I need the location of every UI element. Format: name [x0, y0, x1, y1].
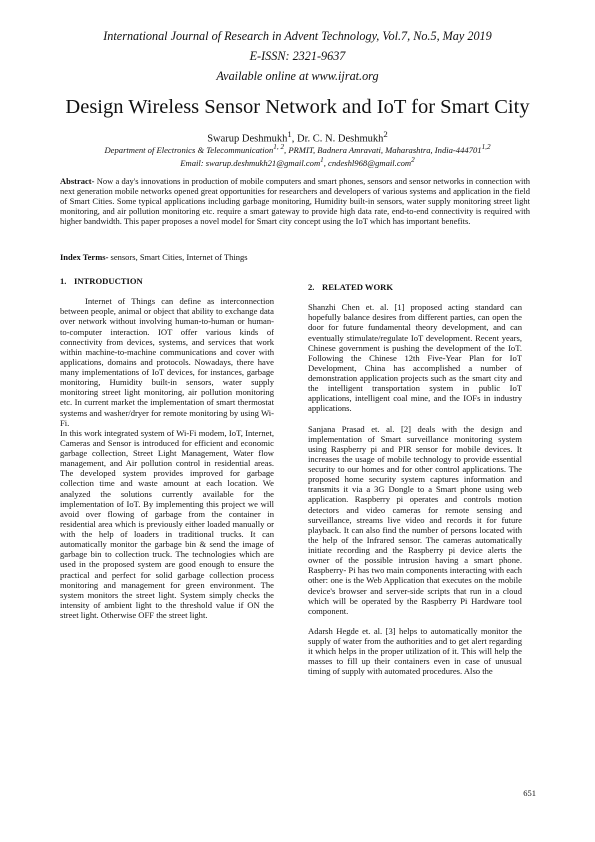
section-number: 1. [60, 276, 67, 286]
journal-header-line1: International Journal of Research in Advent Technology, Vol.7, No.5, May 2019 [103, 29, 492, 43]
abstract-label: Abstract- [60, 176, 95, 186]
email-2: , cndeshl968@gmail.com [323, 157, 412, 168]
affiliation-dept: Department of Electronics & Telecommunication [104, 144, 274, 155]
related-paragraph-2: Sanjana Prasad et. al. [2] deals with the design and implementation of Smart surveillance monitoring system using Raspberry pi and PIR sensor for mobile devices. It increases the usage of mobile technology to provide essential security to our homes and for other control applications. The proposed home security system captures information and transmits it via a 3G Dongle to a Smart phone using web application. Raspberry pi operates and controls motion detectors and video cameras for remote sensing and surveillance, streams live video and records it for future playback. It can also find the number of persons located with the help of the Infrared sensor. The cameras automatically initiate recording and the Raspberry pi device alerts the owner of the possible intrusion having a smart phone. Raspberry- Pi has two main components interacting with each other: one is the Web Application that executes on the mobile device's browser and server-side scripts that run in a cloud which will be operated by the Raspberry Pi Hardware tool component. [308, 423, 522, 616]
related-paragraph-3: Adarsh Hegde et. al. [3] helps to automatically monitor the supply of water from the authorities and to get alert regarding it which helps in the proper utilization of it. This will help the masses to fill up their containers even in case of unusual timing of supply with automated procedures. Also the [308, 625, 522, 677]
intro-paragraph-2: In this work integrated system of Wi-Fi modem, IoT, Internet, Cameras and Sensor is introduced for efficient and economic garbage collection, Street Light Management, Water flow management, and Air pollution control in residential areas. The developed system provides improved for garbage collection time and waste amount at each location. We analyzed the solutions currently available for the implementation of IoT. By implementing this project we will avoid over flowing of garbage from the container in residential area which is previously either loaded manually or with the help of loaders in traditional trucks. It can automatically monitor the garbage bin & send the image of garbage bin to collection truck. The technologies which are used in the proposed system are good enough to ensure the practical and perfect for solid garbage collection process monitoring and management for green environment. The system monitors the street light. System simply checks the intensity of ambient light to the threshold value if ON the street light. Otherwise OFF the street light. [60, 427, 274, 620]
author-1-sup: 1 [287, 129, 292, 139]
section-heading-related-work [308, 282, 522, 292]
section-title: INTRODUCTION [74, 276, 143, 286]
section-number: 2. [308, 282, 315, 292]
related-paragraph-1: Shanzhi Chen et. al. [1] proposed acting standard can hopefully balance desires from different parties, can open the door for future fundamental theory development, and can eventually stimulate/regulate IoT development. Recent years, Chinese government is pushing the development of the IoT. Following the Chinese 12th Five-Year Plan for IoT Development, China has accomplished a number of demonstration application projects such as the smart city and the intelligent transportation system in public IoT applications, intelligent coal mine, and the IOFs in industry applications. [308, 302, 522, 414]
email-1: Email: swarup.deshmukh21@gmail.com [180, 157, 321, 168]
author-emails [30, 155, 565, 169]
affiliation-end-sup: 1,2 [481, 143, 491, 151]
index-terms-label: Index Terms- [60, 252, 109, 262]
abstract [60, 176, 530, 226]
journal-header [60, 26, 535, 86]
abstract-text: Now a day's innovations in production of mobile computers and smart phones, sensors and sensor networks in connection with next generation mobile networks opened great opportunities for researchers and developers of various systems and application in the field of Smart Cities. Some typical applications including garbage monitoring, Humidity built-in sensors, water supply monitoring street light monitoring, and air pollution monitoring etc. require a smart gateway to provide high data rate, end-to-end connectivity is required with higher bandwidth. This paper proposes a novel model for Smart city concept using the IoT which has important benefits. [60, 176, 530, 226]
journal-header-website: Available online at www.ijrat.org [216, 69, 379, 83]
email-2-sup: 2 [411, 156, 415, 164]
journal-header-issn: E-ISSN: 2321-9637 [249, 49, 346, 63]
author-1: Swarup Deshmukh [207, 133, 288, 145]
email-1-sup: 1 [320, 156, 324, 164]
paper-title: Design Wireless Sensor Network and IoT for Smart City [65, 96, 530, 118]
section-title: RELATED WORK [322, 282, 394, 292]
index-terms [60, 252, 530, 262]
intro-paragraph-1: Internet of Things can define as interconnection between people, animal or object that ability to exchange data over network without involving human-to-human or human-to-computer interaction. IOT offer various kinds of connectivity from devices, systems, and services that work within machine-to-machine communications and cover with applications, domains and protocols. Nowadays, there have many implementations of IoT devices, for instances, garbage monitoring, Humidity built-in sensors, water supply monitoring street light monitoring, air pollution monitoring etc. In current market the implementation of smart thermostat systems and washer/dryer for remote monitoring by using Wi-Fi. [60, 296, 274, 428]
affiliation [30, 142, 565, 156]
index-terms-text: sensors, Smart Cities, Internet of Things [108, 252, 248, 262]
affiliation-place: , PRMIT, Badnera Amravati, Maharashtra, India-444701 [284, 144, 482, 155]
author-2-sup: 2 [383, 129, 388, 139]
page-number: 651 [523, 788, 536, 798]
right-column [308, 282, 522, 677]
section-heading-introduction [60, 276, 274, 286]
left-column [60, 276, 274, 620]
author-2: , Dr. C. N. Deshmukh [291, 133, 384, 145]
affiliation-dept-sup: 1, 2 [273, 143, 285, 151]
